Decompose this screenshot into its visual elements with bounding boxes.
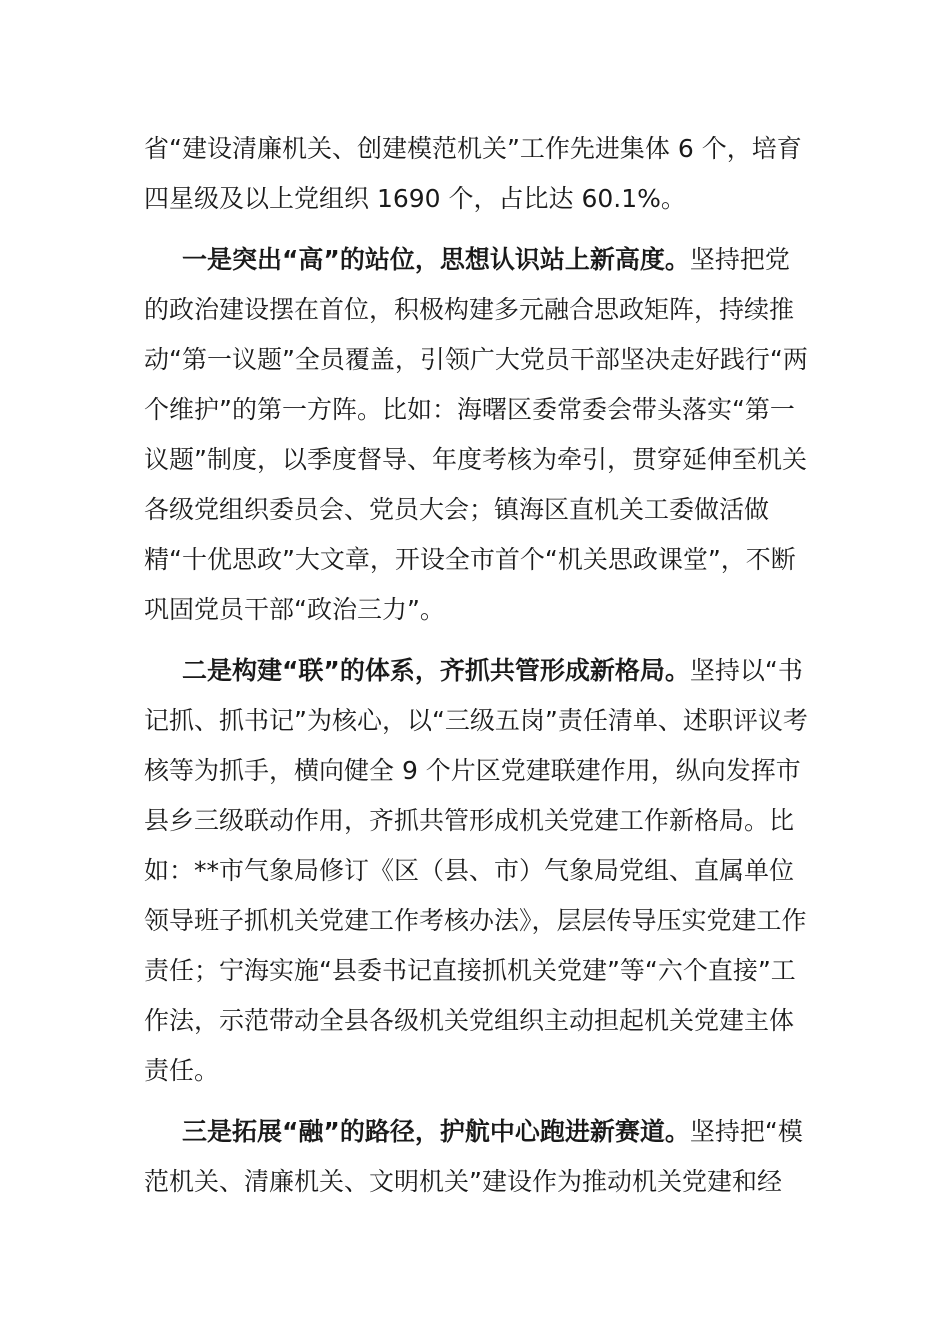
paragraph-1 (144, 124, 808, 224)
paragraph-4-heading: 三是拓展“融”的路径，护航中心跑进新赛道。 (182, 1117, 690, 1146)
paragraph-2-body: 坚持把党的政治建设摆在首位，积极构建多元融合思政矩阵，持续推动“第一议题”全员覆盖，引领广大党员干部坚决走好践行“两个维护”的第一方阵。比如：海曙区委常委会带头落实“第一议题”制度，以季度督导、年度考核为牵引，贯穿延伸至机关各级党组织委员会、党员大会；镇海区直机关工委做活做精“十优思政”大文章，开设全市首个“机关思政课堂”，不断巩固党员干部“政治三力”。 (144, 245, 808, 624)
paragraph-3-body: 坚持以“书记抓、抓书记”为核心，以“三级五岗”责任清单、述职评议考核等为抓手，横向健全 9 个片区党建联建作用，纵向发挥市县乡三级联动作用，齐抓共管形成机关党建工作新格局。比如：**市气象局修订《区（县、市）气象局党组、直属单位领导班子抓机关党建工作考核办法》，层层传导压实党建工作责任；宁海实施“县委书记直接抓机关党建”等“六个直接”工作法，示范带动全县各级机关党组织主动担起机关党建主体责任。 (144, 656, 808, 1085)
document-body (144, 124, 808, 1207)
paragraph-2 (144, 235, 808, 635)
paragraph-4 (144, 1107, 808, 1207)
paragraph-2-heading: 一是突出“高”的站位，思想认识站上新高度。 (182, 245, 690, 274)
paragraph-4-body: 坚持把“模范机关、清廉机关、文明机关”建设作为推动机关党建和经 (144, 1117, 803, 1196)
paragraph-3-heading: 二是构建“联”的体系，齐抓共管形成新格局。 (182, 656, 690, 685)
paragraph-1-body: 省“建设清廉机关、创建模范机关”工作先进集体 6 个，培育四星级及以上党组织 1690 个，占比达 60.1%。 (144, 134, 802, 213)
paragraph-3 (144, 646, 808, 1096)
